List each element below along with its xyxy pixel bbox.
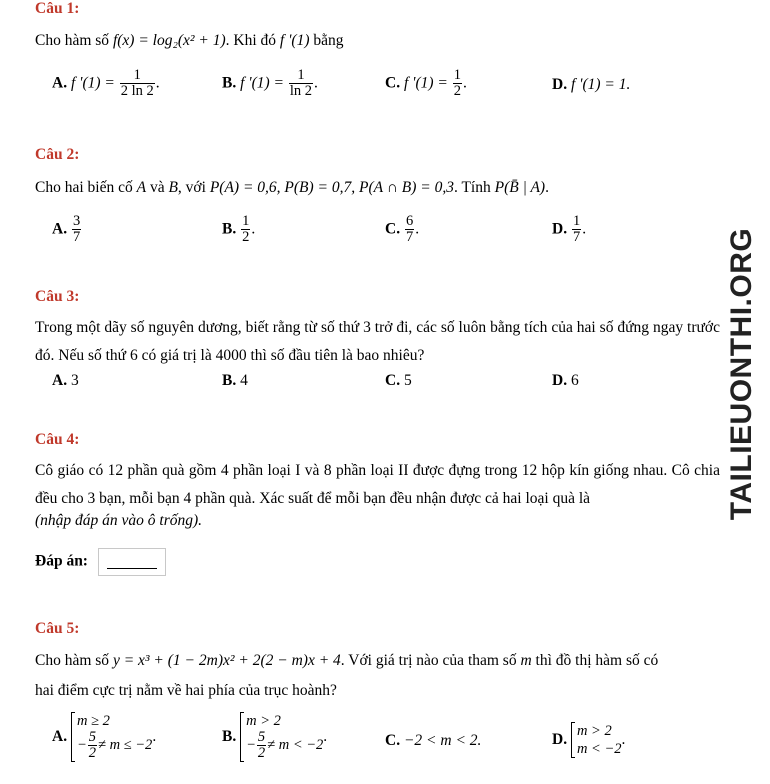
q3-title: Câu 3: [35, 288, 80, 305]
q3-option-d[interactable]: D. 6 [552, 372, 579, 389]
q5-option-b[interactable]: B. m > 2 − $\frac{5}{2}$ ≠ m < −2 . [222, 713, 328, 762]
q5-stem-line2: hai điểm cực trị nằm về hai phía của trục hoành? [35, 682, 337, 699]
q1-title: Câu 1: [35, 0, 80, 17]
q3-option-a[interactable]: A. 3 [52, 372, 79, 389]
q2-stem: Cho hai biến cố A và B, với P(A) = 0,6, P(B) = 0,7, P(A ∩ B) = 0,3. Tính P(B̄ | A). [35, 179, 549, 196]
q3-option-c[interactable]: C. 5 [385, 372, 412, 389]
q2-probabilities: P(A) = 0,6, P(B) = 0,7, P(A ∩ B) = 0,3 [209, 179, 454, 196]
q2-option-a[interactable]: A. $\frac{3}{7}$ [52, 213, 81, 246]
q5-stem: Cho hàm số y = x³ + (1 − 2m)x² + 2(2 − m)x + 4. Với giá trị nào của tham số m thì đồ thị hàm số có [35, 652, 659, 669]
q4-text: Cô giáo có 12 phần quà gồm 4 phần loại I và 8 phần loại II được đựng trong 12 hộp kín giống nhau. Cô chia đều cho 3 bạn, mỗi bạn 4 phần quà. Xác suất để mỗi bạn đều nhận được cả hai loại quà là [35, 462, 720, 507]
q2-title: Câu 2: [35, 146, 80, 163]
q1-option-a[interactable]: A. f '(1) = $\frac{1}{2 \ln 2}$ . [52, 67, 160, 100]
q1-stem: Cho hàm số f(x) = log₂(x² + 1). Khi đó f '(1) bằng [35, 32, 344, 49]
q1-function: f(x) = log₂(x² + 1) [112, 32, 226, 49]
q5-option-d[interactable]: D. m > 2 m < −2 . [552, 723, 626, 758]
q3-text: Trong một dãy số nguyên dương, biết rằng từ số thứ 3 trở đi, các số luôn bằng tích của hai số đứng ngay trước đó. Nếu số thứ 6 có giá trị là 4000 thì số đầu tiên là bao nhiêu? [35, 319, 720, 364]
q1-option-c[interactable]: C. f '(1) = $\frac{1}{2}$ . [385, 67, 467, 100]
answer-input[interactable] [98, 548, 166, 576]
q4-note: (nhập đáp án vào ô trống). [35, 512, 203, 529]
q2-option-d[interactable]: D. $\frac{1}{7}$ . [552, 213, 587, 246]
q5-title: Câu 5: [35, 620, 80, 637]
q3-option-b[interactable]: B. 4 [222, 372, 248, 389]
q1-option-d[interactable]: D. f '(1) = 1. [552, 76, 631, 93]
q1-option-b[interactable]: B. f '(1) = $\frac{1}{\ln 2}$ . [222, 67, 318, 100]
q4-title: Câu 4: [35, 431, 80, 448]
q5-option-c[interactable]: C. −2 < m < 2. [385, 732, 482, 749]
q5-function: y = x³ + (1 − 2m)x² + 2(2 − m)x + 4 [112, 652, 341, 669]
watermark: TAILIEUONTHI.ORG [725, 227, 758, 521]
q2-option-c[interactable]: C. $\frac{6}{7}$ . [385, 213, 420, 246]
q4-answer: Đáp án: [35, 548, 166, 576]
q5-option-a[interactable]: A. m ≥ 2 − $\frac{5}{2}$ ≠ m ≤ −2 . [52, 713, 157, 762]
q2-option-b[interactable]: B. $\frac{1}{2}$ . [222, 213, 256, 246]
